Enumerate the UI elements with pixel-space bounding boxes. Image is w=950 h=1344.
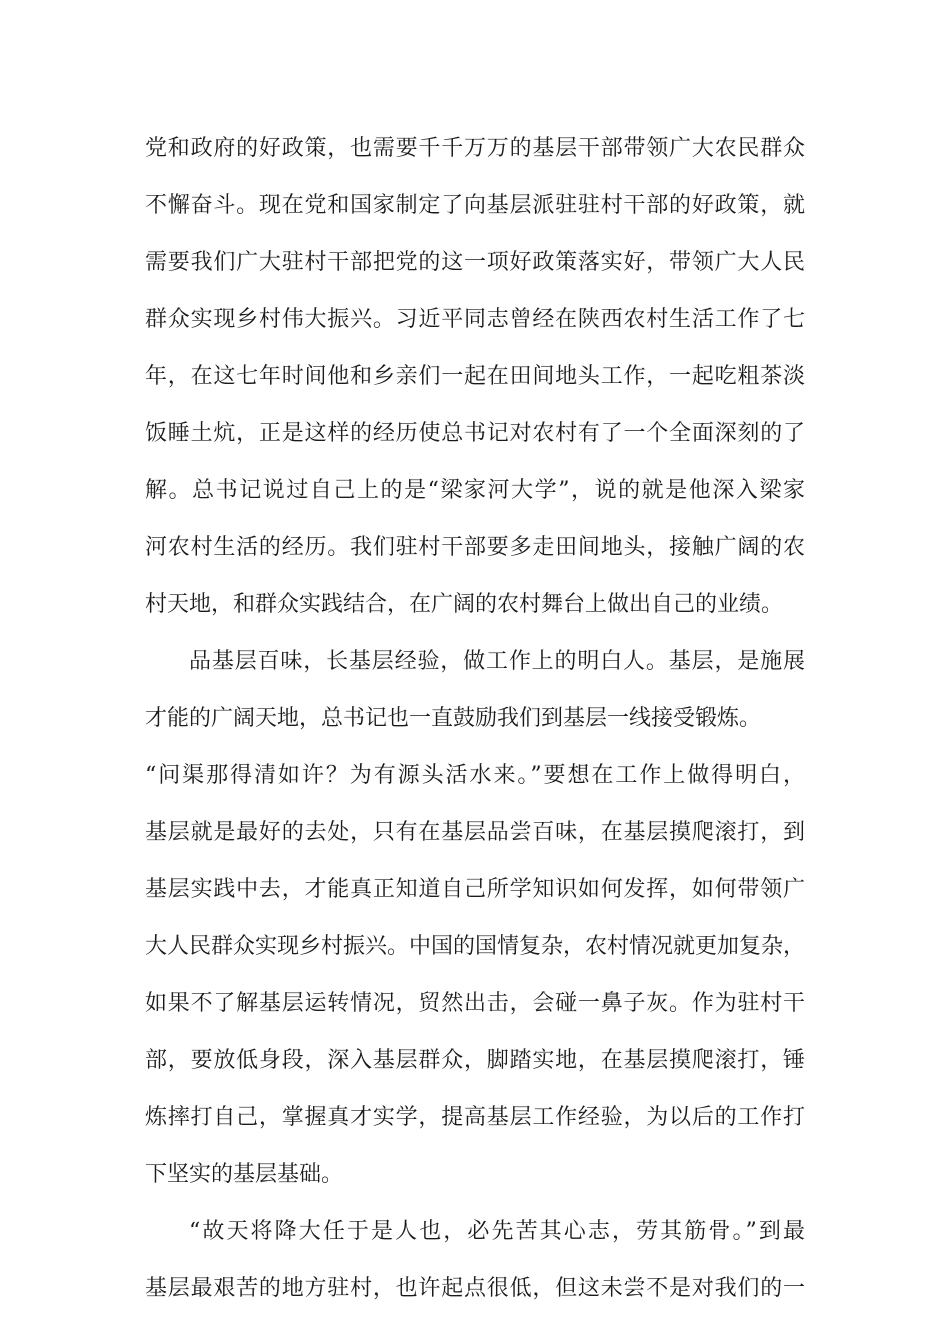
text-line: 下坚实的基层基础。 xyxy=(145,1162,344,1187)
text-line: 饭睡土炕，正是这样的经历使总书记对农村有了一个全面深刻的了 xyxy=(145,421,805,446)
text-line: 年，在这七年时间他和乡亲们一起在田间地头工作，一起吃粗茶淡 xyxy=(145,364,805,389)
text-line: 才能的广阔天地，总书记也一直鼓励我们到基层一线接受锻炼。 xyxy=(145,706,762,731)
paragraph xyxy=(145,120,805,633)
text-line: 村天地，和群众实践结合，在广阔的农村舞台上做出自己的业绩。 xyxy=(145,592,784,617)
text-line: 部，要放低身段，深入基层群众，脚踏实地，在基层摸爬滚打，锤 xyxy=(145,1048,805,1073)
text-line: 党和政府的好政策，也需要千千万万的基层干部带领广大农民群众 xyxy=(145,136,805,161)
text-line: 大人民群众实现乡村振兴。中国的国情复杂，农村情况就更加复杂， xyxy=(145,934,806,959)
text-line: “故天将降大任于是人也，必先苦其心志，劳其筋骨。”到最 xyxy=(189,1219,805,1244)
text-line: “问渠那得清如许？为有源头活水来。”要想在工作上做得明白， xyxy=(145,763,805,788)
text-line: 不懈奋斗。现在党和国家制定了向基层派驻驻村干部的好政策，就 xyxy=(145,193,805,218)
text-line: 解。总书记说过自己上的是“梁家河大学”，说的就是他深入梁家 xyxy=(145,478,805,503)
text-line: 如果不了解基层运转情况，贸然出击，会碰一鼻子灰。作为驻村干 xyxy=(145,991,805,1016)
text-line: 基层实践中去，才能真正知道自己所学知识如何发挥，如何带领广 xyxy=(145,877,805,902)
text-line: 品基层百味，长基层经验，做工作上的明白人。基层，是施展 xyxy=(189,649,805,674)
text-line: 炼摔打自己，掌握真才实学，提高基层工作经验，为以后的工作打 xyxy=(145,1105,805,1130)
paragraph xyxy=(145,633,805,1203)
text-line: 群众实现乡村伟大振兴。习近平同志曾经在陕西农村生活工作了七 xyxy=(145,307,805,332)
paragraph xyxy=(145,1203,805,1317)
text-line: 需要我们广大驻村干部把党的这一项好政策落实好，带领广大人民 xyxy=(145,250,805,275)
text-line: 基层就是最好的去处，只有在基层品尝百味，在基层摸爬滚打，到 xyxy=(145,820,805,845)
body-text xyxy=(145,120,805,1317)
text-line: 基层最艰苦的地方驻村，也许起点很低，但这未尝不是对我们的一 xyxy=(145,1276,805,1301)
text-line: 河农村生活的经历。我们驻村干部要多走田间地头，接触广阔的农 xyxy=(145,535,805,560)
